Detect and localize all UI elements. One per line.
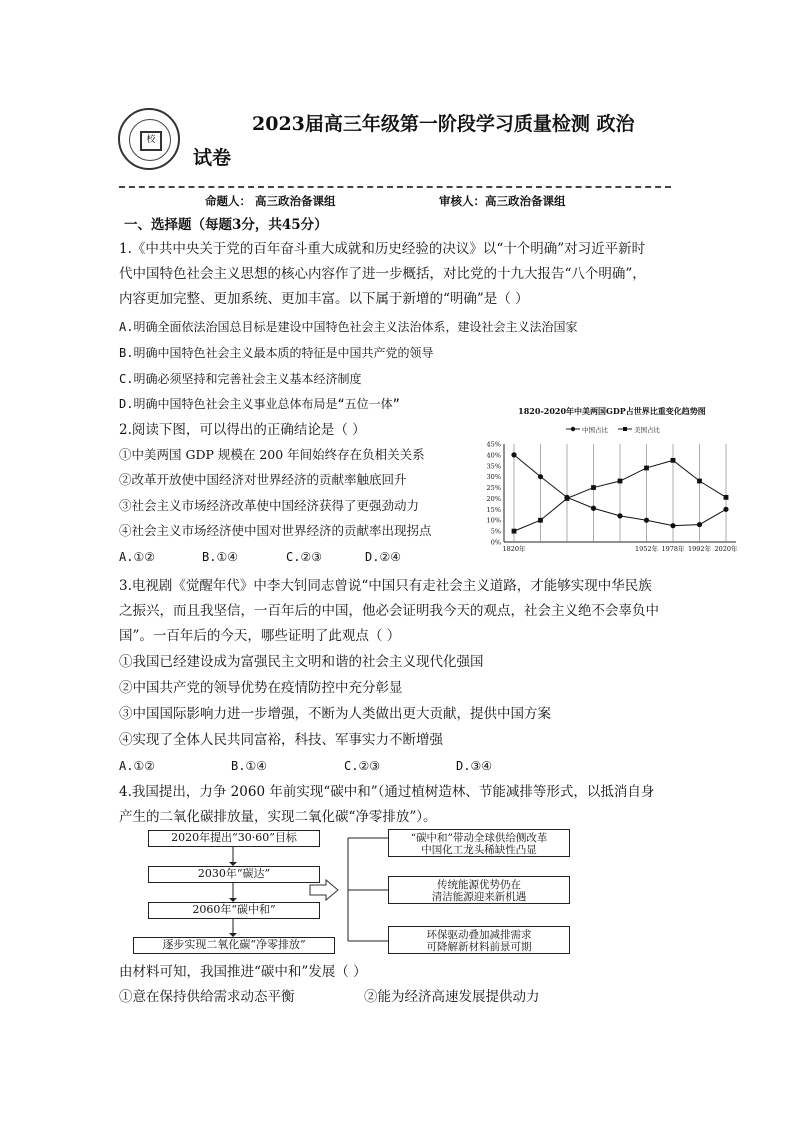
flow-step-2020: 2020年提出“30·60”目标: [148, 830, 320, 847]
q2-answer-c: C.②③: [286, 550, 322, 564]
y-tick-label: 15%: [486, 505, 501, 514]
q2-answer-b: B.①④: [202, 550, 238, 564]
data-point-china: [723, 507, 728, 512]
data-point-usa: [724, 495, 729, 500]
section-heading: 一、选择题（每题3分，共45分）: [124, 217, 328, 233]
flow-outcome-3: [388, 926, 570, 954]
header-divider: [119, 186, 671, 188]
data-point-usa: [512, 529, 517, 534]
flow-outcome-2-line2: 清洁能源迎来新机遇: [431, 891, 527, 903]
q2-item-2: ②改革开放使中国经济对世界经济的贡献率触底回升: [119, 472, 407, 487]
flow-outcome-3-line1: 环保驱动叠加减排需求: [426, 929, 532, 941]
x-tick-label: 1992年: [687, 545, 712, 553]
data-point-usa: [591, 485, 596, 490]
data-point-usa: [565, 496, 570, 501]
q2-item-4: ④社会主义市场经济使中国对世界经济的贡献率出现拐点: [119, 523, 432, 538]
flow-outcome-1-line2: 中国化工龙头稀缺性凸显: [421, 844, 537, 856]
q2-item-3: ③社会主义市场经济改革使中国经济获得了更强劲动力: [119, 498, 420, 513]
flow-outcome-2: [388, 876, 570, 904]
q3-answer-d: D.③④: [456, 759, 492, 773]
y-tick-label: 40%: [486, 451, 501, 460]
y-tick-label: 35%: [486, 462, 501, 471]
q2-stem: 2.阅读下图，可以得出的正确结论是（ ）: [119, 422, 366, 438]
y-tick-label: 10%: [486, 516, 501, 525]
q1-stem-3: 内容更加完整、更加系统、更加丰富。以下属于新增的“明确”是（ ）: [119, 291, 529, 307]
exam-title-cont: 试卷: [193, 147, 232, 169]
q4-item-2: ②能为经济高速发展提供动力: [364, 989, 540, 1005]
q3-item-3: ③中国国际影响力进一步增强，不断为人类做出更大贡献，提供中国方案: [119, 706, 551, 722]
q1-stem-1: 1.《中共中央关于党的百年奋斗重大成就和历史经验的决议》以“十个明确”对习近平新时: [119, 241, 646, 257]
x-tick-label: 1978年: [661, 545, 685, 553]
y-tick-label: 5%: [490, 527, 501, 536]
x-tick-label: 2020年: [714, 545, 738, 553]
q3-stem-2: 之振兴，而且我坚信，一百年后的中国，他必会证明我今天的观点，社会主义绝不会辜负中: [119, 603, 659, 619]
q3-answer-b: B.①④: [231, 759, 267, 773]
q3-item-4: ④实现了全体人民共同富裕，科技、军事实力不断增强: [119, 732, 443, 748]
x-tick-label: 1820年: [502, 545, 526, 553]
flow-outcome-1: [388, 829, 570, 857]
data-point-usa: [671, 458, 676, 463]
reviewer-label: 审核人：高三政治备课组: [439, 194, 566, 208]
data-point-usa: [644, 466, 649, 471]
data-point-china: [591, 506, 596, 511]
y-tick-label: 20%: [486, 494, 501, 503]
flow-step-2030: 2030年“碳达”: [148, 866, 320, 883]
data-point-china: [511, 452, 516, 457]
y-tick-label: 0%: [490, 538, 501, 547]
data-point-china: [644, 518, 649, 523]
data-point-usa: [618, 479, 623, 484]
data-point-china: [670, 523, 675, 528]
data-point-china: [697, 522, 702, 527]
q3-item-1: ①我国已经建设成为富强民主文明和谐的社会主义现代化强国: [119, 654, 484, 670]
data-point-china: [538, 474, 543, 479]
q2-answer-d: D.②④: [365, 550, 401, 564]
q2-item-1: ①中美两国 GDP 规模在 200 年间始终存在负相关关系: [119, 447, 425, 462]
y-tick-label: 45%: [486, 440, 501, 449]
q2-answer-a: A.①②: [119, 550, 155, 564]
q3-answer-c: C.②③: [344, 759, 380, 773]
q4-stem-1: 4.我国提出，力争 2060 年前实现“碳中和”（通过植树造林、节能减排等形式，以抵消自身: [119, 784, 655, 800]
q4-item-1: ①意在保持供给需求动态平衡: [119, 989, 295, 1005]
flow-step-net-zero: 逐步实现二氧化碳“净零排放”: [133, 937, 335, 954]
q3-answer-a: A.①②: [119, 759, 155, 773]
q1-option-b: B.明确中国特色社会主义最本质的特征是中国共产党的领导: [119, 346, 434, 360]
q3-stem-1: 3.电视剧《觉醒年代》中李大钊同志曾说“中国只有走社会主义道路，才能够实现中华民族: [119, 578, 652, 594]
x-tick-label: 1952年: [634, 545, 659, 553]
q3-stem-3: 国”。一百年后的今天，哪些证明了此观点（ ）: [119, 628, 401, 644]
legend-label-1: 美国占比: [634, 426, 660, 434]
legend-marker-1: [623, 427, 627, 431]
school-seal-logo: 校: [118, 108, 180, 170]
q1-stem-2: 代中国特色社会主义思想的核心内容作了进一步概括，对比党的十九大报告“八个明确”，: [119, 266, 646, 282]
q4-stem-2: 产生的二氧化碳排放量，实现二氧化碳“净零排放”）。: [119, 809, 437, 825]
flow-outcome-3-line2: 可降解新材料前景可期: [426, 941, 532, 953]
exam-title: 2023届高三年级第一阶段学习质量检测 政治: [252, 113, 635, 135]
gdp-share-chart: [478, 404, 746, 556]
y-tick-label: 25%: [486, 484, 501, 493]
q4-question: 由材料可知，我国推进“碳中和”发展（ ）: [119, 964, 367, 980]
q1-option-a: A.明确全面依法治国总目标是建设中国特色社会主义法治体系，建设社会主义法治国家: [119, 320, 578, 334]
q1-option-d: D.明确中国特色社会主义事业总体布局是“五位一体”: [119, 397, 400, 411]
legend-label-0: 中国占比: [582, 426, 608, 434]
data-point-usa: [697, 479, 702, 484]
chart-title: 1820-2020年中美两国GDP占世界比重变化趋势图: [518, 406, 706, 416]
y-tick-label: 30%: [486, 473, 501, 482]
q1-option-c: C.明确必须坚持和完善社会主义基本经济制度: [119, 372, 362, 386]
flow-outcome-2-line1: 传统能源优势仍在: [437, 879, 521, 891]
setter-label: 命题人： 高三政治备课组: [205, 194, 336, 208]
data-point-china: [617, 513, 622, 518]
flow-step-2060: 2060年“碳中和”: [148, 902, 320, 919]
flow-outcome-1-line1: “碳中和”带动全球供给侧改革: [410, 832, 548, 844]
legend-marker-0: [571, 427, 575, 431]
q3-item-2: ②中国共产党的领导优势在疫情防控中充分彰显: [119, 680, 403, 696]
data-point-usa: [538, 518, 543, 523]
